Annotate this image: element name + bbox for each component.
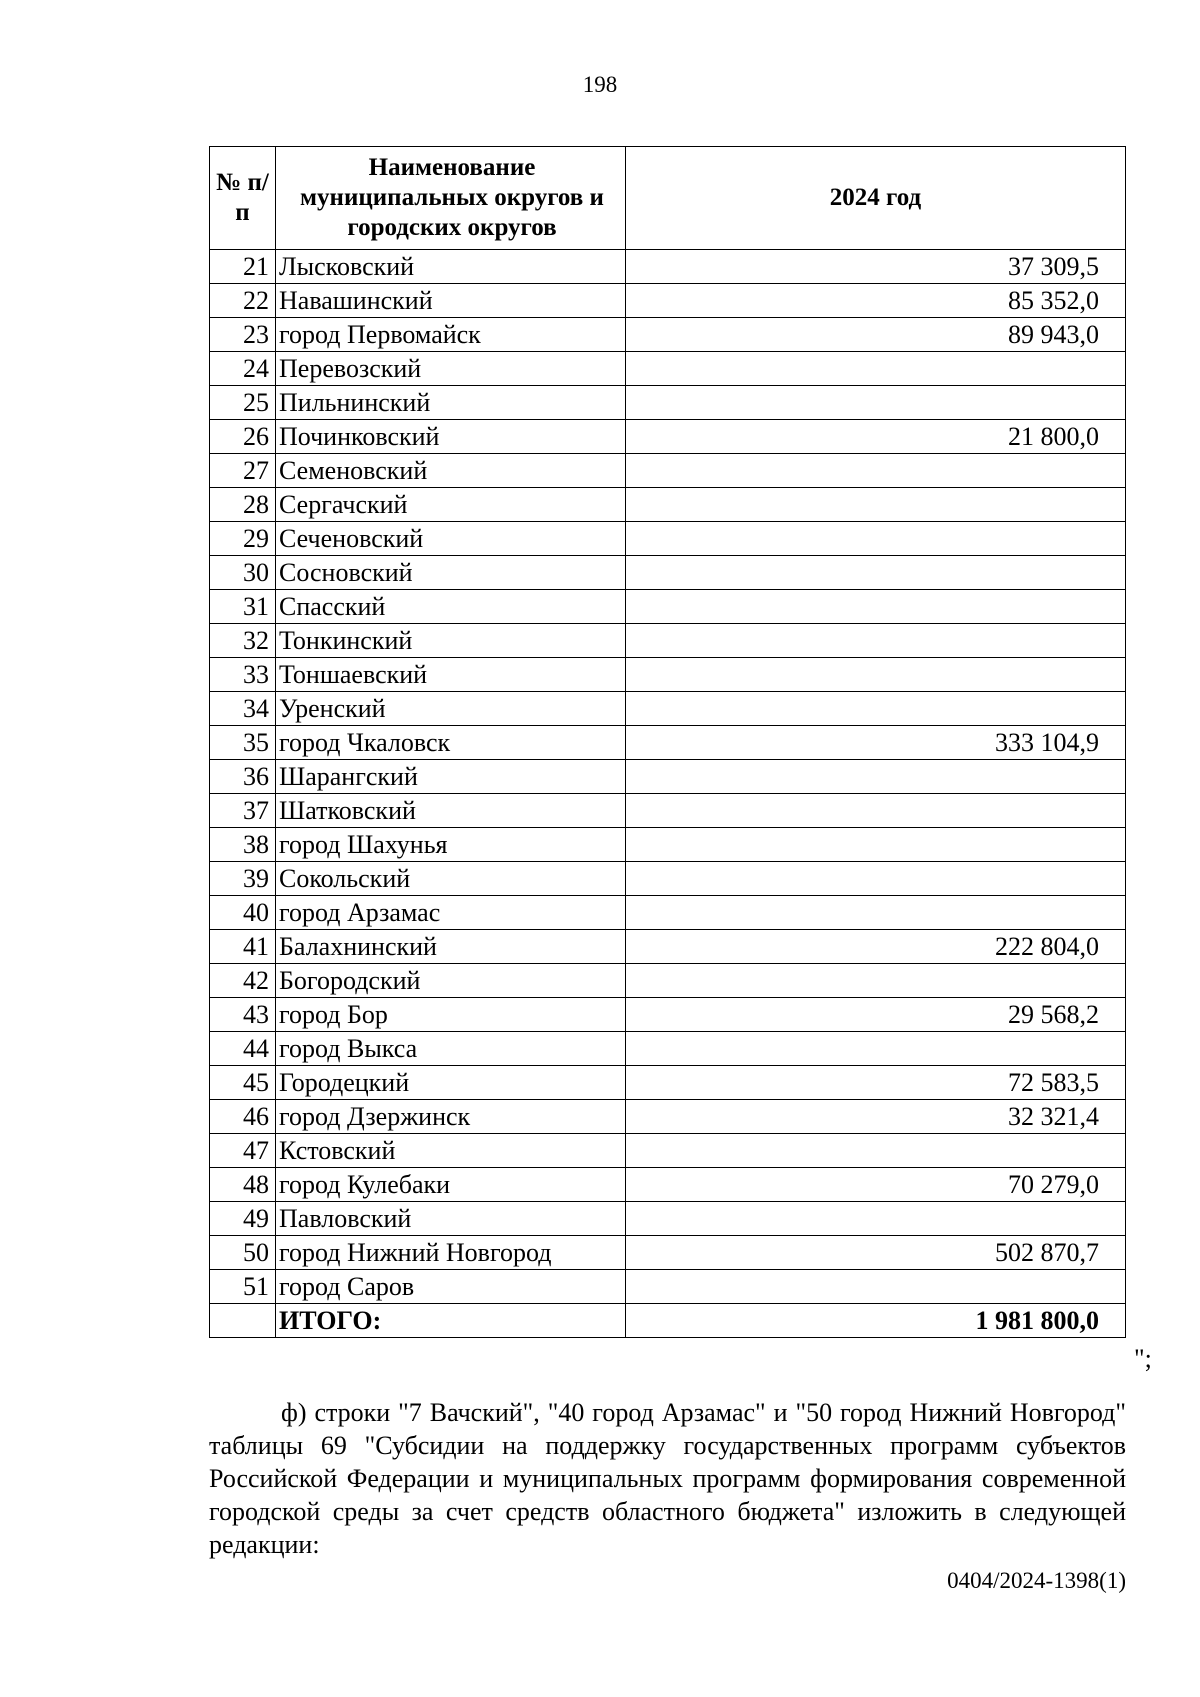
table-row: [210, 556, 1126, 590]
row-value: [626, 692, 1126, 726]
row-value: 70 279,0: [626, 1168, 1126, 1202]
row-value: 37 309,5: [626, 250, 1126, 284]
row-name: город Арзамас: [276, 896, 626, 930]
row-value: 89 943,0: [626, 318, 1126, 352]
row-num: 43: [210, 998, 276, 1032]
row-name: Сосновский: [276, 556, 626, 590]
row-name: Городецкий: [276, 1066, 626, 1100]
row-value: 21 800,0: [626, 420, 1126, 454]
row-value: [626, 454, 1126, 488]
row-name: Перевозский: [276, 352, 626, 386]
table-row: [210, 998, 1126, 1032]
row-num: 49: [210, 1202, 276, 1236]
row-name: Сокольский: [276, 862, 626, 896]
table-row: [210, 522, 1126, 556]
row-value: 32 321,4: [626, 1100, 1126, 1134]
row-num: 26: [210, 420, 276, 454]
row-num: 27: [210, 454, 276, 488]
row-name: город Первомайск: [276, 318, 626, 352]
row-num: 44: [210, 1032, 276, 1066]
row-name: Павловский: [276, 1202, 626, 1236]
row-num: 34: [210, 692, 276, 726]
row-value: [626, 658, 1126, 692]
row-name: город Кулебаки: [276, 1168, 626, 1202]
table-row: [210, 454, 1126, 488]
row-name: Сеченовский: [276, 522, 626, 556]
row-value: [626, 1202, 1126, 1236]
row-name: Кстовский: [276, 1134, 626, 1168]
table-row: [210, 1100, 1126, 1134]
row-name: Шарангский: [276, 760, 626, 794]
row-name: Навашинский: [276, 284, 626, 318]
table-body: [210, 250, 1126, 1338]
table-row: [210, 318, 1126, 352]
row-num: 45: [210, 1066, 276, 1100]
row-value: 333 104,9: [626, 726, 1126, 760]
total-row: [210, 1304, 1126, 1338]
header-year: 2024 год: [626, 147, 1126, 250]
total-num-cell: [210, 1304, 276, 1338]
table-row: [210, 964, 1126, 998]
row-name: Тонкинский: [276, 624, 626, 658]
row-name: Шатковский: [276, 794, 626, 828]
table-row: [210, 896, 1126, 930]
row-name: город Выкса: [276, 1032, 626, 1066]
row-num: 29: [210, 522, 276, 556]
row-num: 36: [210, 760, 276, 794]
row-value: [626, 828, 1126, 862]
row-value: [626, 760, 1126, 794]
table-row: [210, 624, 1126, 658]
row-value: [626, 896, 1126, 930]
table-row: [210, 794, 1126, 828]
row-num: 50: [210, 1236, 276, 1270]
row-num: 47: [210, 1134, 276, 1168]
table-row: [210, 1236, 1126, 1270]
row-num: 37: [210, 794, 276, 828]
row-name: город Нижний Новгород: [276, 1236, 626, 1270]
row-num: 30: [210, 556, 276, 590]
row-num: 39: [210, 862, 276, 896]
total-value: 1 981 800,0: [626, 1304, 1126, 1338]
row-num: 22: [210, 284, 276, 318]
row-num: 33: [210, 658, 276, 692]
row-value: [626, 386, 1126, 420]
budget-table: [209, 146, 1126, 1338]
table-header-row: [210, 147, 1126, 250]
table-row: [210, 352, 1126, 386]
row-num: 21: [210, 250, 276, 284]
table-row: [210, 386, 1126, 420]
header-name: Наименование муниципальных округов и городских округов: [276, 147, 626, 250]
table-row: [210, 862, 1126, 896]
table-row: [210, 1032, 1126, 1066]
row-value: [626, 964, 1126, 998]
row-value: [626, 1134, 1126, 1168]
row-num: 41: [210, 930, 276, 964]
table-row: [210, 1270, 1126, 1304]
row-value: [626, 794, 1126, 828]
row-name: Богородский: [276, 964, 626, 998]
row-value: 222 804,0: [626, 930, 1126, 964]
table-row: [210, 590, 1126, 624]
row-name: город Саров: [276, 1270, 626, 1304]
row-name: Починковский: [276, 420, 626, 454]
table-row: [210, 1066, 1126, 1100]
row-name: город Шахунья: [276, 828, 626, 862]
row-value: [626, 624, 1126, 658]
row-name: Уренский: [276, 692, 626, 726]
row-num: 38: [210, 828, 276, 862]
row-value: [626, 556, 1126, 590]
row-value: [626, 1032, 1126, 1066]
row-num: 40: [210, 896, 276, 930]
row-name: Сергачский: [276, 488, 626, 522]
row-name: город Чкаловск: [276, 726, 626, 760]
closing-quote: ";: [1134, 1344, 1152, 1373]
table-row: [210, 1134, 1126, 1168]
table-row: [210, 250, 1126, 284]
table-row: [210, 726, 1126, 760]
page-number: 198: [582, 72, 618, 97]
row-num: 25: [210, 386, 276, 420]
total-label: ИТОГО:: [276, 1304, 626, 1338]
row-name: Пильнинский: [276, 386, 626, 420]
row-value: 29 568,2: [626, 998, 1126, 1032]
row-num: 46: [210, 1100, 276, 1134]
row-value: 502 870,7: [626, 1236, 1126, 1270]
table-row: [210, 1168, 1126, 1202]
row-num: 31: [210, 590, 276, 624]
row-value: [626, 1270, 1126, 1304]
row-value: [626, 522, 1126, 556]
row-num: 48: [210, 1168, 276, 1202]
table-row: [210, 488, 1126, 522]
row-num: 32: [210, 624, 276, 658]
row-name: Балахнинский: [276, 930, 626, 964]
row-name: город Дзержинск: [276, 1100, 626, 1134]
row-name: Лысковский: [276, 250, 626, 284]
row-num: 24: [210, 352, 276, 386]
table-row: [210, 760, 1126, 794]
row-num: 42: [210, 964, 276, 998]
row-num: 23: [210, 318, 276, 352]
row-value: [626, 488, 1126, 522]
row-num: 28: [210, 488, 276, 522]
table-row: [210, 692, 1126, 726]
row-name: Семеновский: [276, 454, 626, 488]
table-row: [210, 658, 1126, 692]
row-name: город Бор: [276, 998, 626, 1032]
row-name: Тоншаевский: [276, 658, 626, 692]
row-value: [626, 590, 1126, 624]
row-name: Спасский: [276, 590, 626, 624]
amendment-paragraph: ф) строки "7 Вачский", "40 город Арзамас" и "50 город Нижний Новгород" таблицы 69 "Субсидии на поддержку государственных программ субъектов Российской Федерации и муниципальных программ формирования современной городской среды за счет средств областного бюджета" изложить в следующей редакции:: [209, 1398, 1126, 1559]
header-num: № п/п: [210, 147, 276, 250]
row-num: 51: [210, 1270, 276, 1304]
table-row: [210, 284, 1126, 318]
table-row: [210, 1202, 1126, 1236]
row-value: [626, 352, 1126, 386]
row-value: 85 352,0: [626, 284, 1126, 318]
document-code: 0404/2024-1398(1): [947, 1568, 1126, 1593]
row-value: [626, 862, 1126, 896]
row-value: 72 583,5: [626, 1066, 1126, 1100]
table-row: [210, 420, 1126, 454]
table-row: [210, 930, 1126, 964]
row-num: 35: [210, 726, 276, 760]
table-row: [210, 828, 1126, 862]
